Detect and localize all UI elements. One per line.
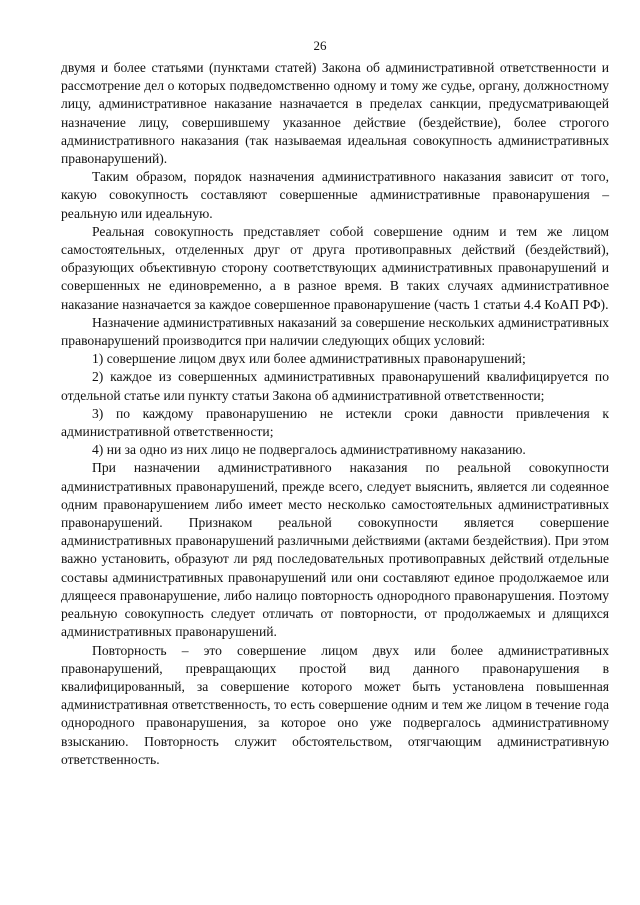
page-number: 26 xyxy=(313,38,327,53)
list-item: 1) совершение лицом двух или более административных правонарушений; xyxy=(92,351,526,367)
paragraph: Повторность – это совершение лицом двух или более административных правонарушений, превращающих простой вид данного правонарушения в квалифицированный, за совершение которого может быть установлена повышенная административная ответственность, то есть совершение одним и тем же лицом в течение года однородного правонарушения, за которое оно уже подвергалось административному взысканию. Повторность служит обстоятельством, отягчающим административную ответственность. xyxy=(61,642,609,767)
paragraph: При назначении административного наказания по реальной совокупности административных правонарушений, прежде всего, следует выяснить, является ли содеянное одним правонарушением либо имеет место несколько самостоятельных административных правонарушений. Признаком реальной совокупности является совершение административных правонарушений различными действиями (актами бездействия). При этом важно установить, образуют ли ряд последовательных противоправных действий отдельные составы административных правонарушений или они составляют единое продолжаемое или длящееся правонарушение, либо налицо повторность однородного правонарушения. Поэтому реальную совокупность следует отличать от повторности, от продолжаемых и длящихся административных правонарушений. xyxy=(61,460,609,640)
paragraph: Назначение административных наказаний за совершение нескольких административных правонарушений производится при наличии следующих общих условий: xyxy=(61,314,609,349)
list-item: 2) каждое из совершенных административных правонарушений квалифицируется по отдельной статье или пункту статьи Закона об административной ответственности; xyxy=(61,369,609,403)
paragraph: Таким образом, порядок назначения административного наказания зависит от того, какую совокупность составляют совершенные административные правонарушения – реальную или идеальную. xyxy=(61,169,609,221)
paragraph: двумя и более статьями (пунктами статей) Закона об административной ответственности и рассмотрение дел о которых подведомственно одному и тому же судье, органу, должностному лицу, административное наказание назначается в пределах санкции, предусматривающей назначение лицу, совершившему указанное действие (бездействие), более строгого административного наказания (так называемая идеальная совокупность административных правонарушений). xyxy=(61,60,609,167)
paragraph: Реальная совокупность представляет собой совершение одним и тем же лицом самостоятельных, отделенных друг от друга противоправных действий (бездействий), образующих объективную сторону соответствующих административных правонарушений и совершенных не единовременно, а в разное время. В таких случаях административное наказание назначается за каждое совершенное правонарушение (часть 1 статьи 4.4 КоАП РФ). xyxy=(61,223,609,312)
list-item: 3) по каждому правонарушению не истекли сроки давности привлечения к административной ответственности; xyxy=(61,405,609,440)
list-item: 4) ни за одно из них лицо не подвергалось административному наказанию. xyxy=(92,442,526,458)
document-body xyxy=(61,59,609,769)
